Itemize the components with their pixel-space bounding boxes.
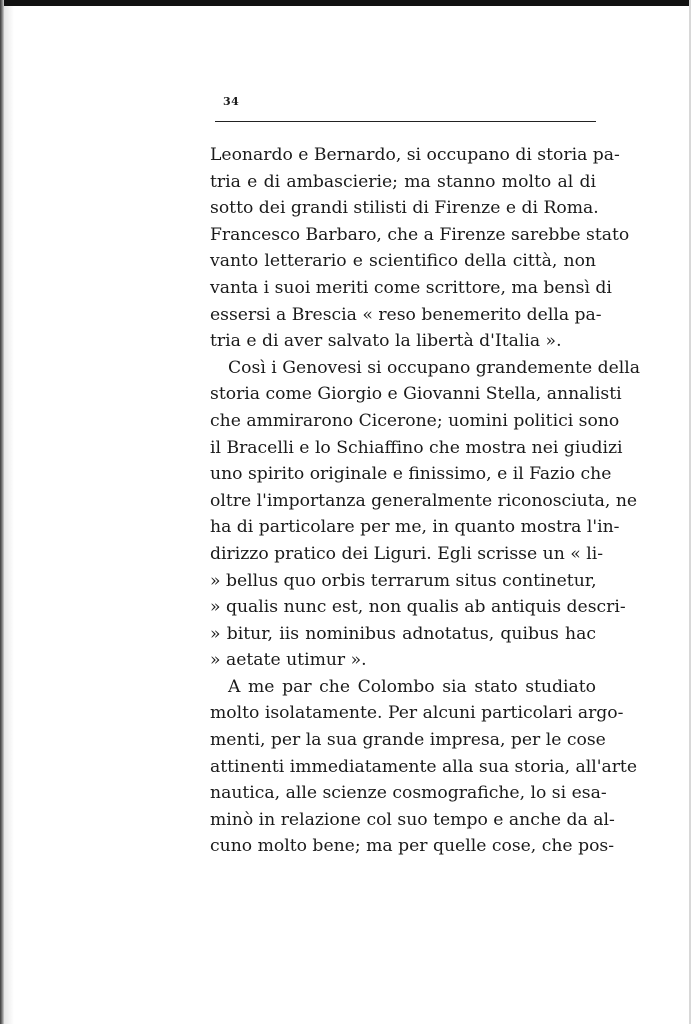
text-line: attinenti immediatamente alla sua storia, all'arte: [210, 756, 638, 777]
text-line: cuno molto bene; ma per quelle cose, che pos-: [210, 836, 615, 857]
text-line: uno spirito originale e finissimo, e il Fazio che: [210, 464, 612, 485]
text-line: A me par che Colombo sia stato studiato: [228, 676, 596, 697]
text-line: tria e di ambascierie; ma stanno molto al di: [210, 171, 596, 192]
scan-top-edge: [0, 0, 691, 6]
text-line: sotto dei grandi stilisti di Firenze e di Roma.: [210, 198, 599, 219]
text-line: » qualis nunc est, non qualis ab antiquis descri-: [210, 597, 626, 618]
text-line: il Bracelli e lo Schiaffino che mostra nei giudizi: [210, 437, 623, 458]
text-line: tria e di aver salvato la libertà d'Italia ».: [210, 331, 562, 352]
text-line: storia come Giorgio e Giovanni Stella, annalisti: [210, 384, 622, 405]
binding-shadow: [4, 6, 14, 1024]
text-line: Leonardo e Bernardo, si occupano di storia pa-: [210, 145, 620, 165]
text-line: molto isolatamente. Per alcuni particolari argo-: [210, 703, 624, 724]
text-line: vanto letterario e scientifico della città, non: [210, 251, 596, 272]
text-line: essersi a Brescia « reso benemerito della pa-: [210, 304, 602, 325]
text-line: » bitur, iis nominibus adnotatus, quibus hac: [210, 623, 596, 644]
text-line: dirizzo pratico dei Liguri. Egli scrisse un « li-: [210, 543, 604, 564]
text-line: » aetate utimur ».: [210, 650, 367, 671]
page-number: 34: [223, 95, 240, 108]
text-line: Così i Genovesi si occupano grandemente della: [228, 357, 641, 378]
text-line: oltre l'importanza generalmente riconosciuta, ne: [210, 490, 638, 511]
text-line: Francesco Barbaro, che a Firenze sarebbe stato: [210, 224, 630, 245]
text-line: ha di particolare per me, in quanto mostra l'in-: [210, 517, 620, 538]
header-rule: [215, 121, 596, 122]
text-line: che ammirarono Cicerone; uomini politici sono: [210, 410, 620, 431]
body-text: [210, 142, 641, 860]
text-line: menti, per la sua grande impresa, per le cose: [210, 730, 606, 751]
text-line: nautica, alle scienze cosmografiche, lo si esa-: [210, 783, 607, 804]
text-line: vanta i suoi meriti come scrittore, ma bensì di: [210, 277, 612, 298]
text-line: minò in relazione col suo tempo e anche da al-: [210, 809, 615, 830]
text-line: » bellus quo orbis terrarum situs continetur,: [210, 570, 597, 591]
